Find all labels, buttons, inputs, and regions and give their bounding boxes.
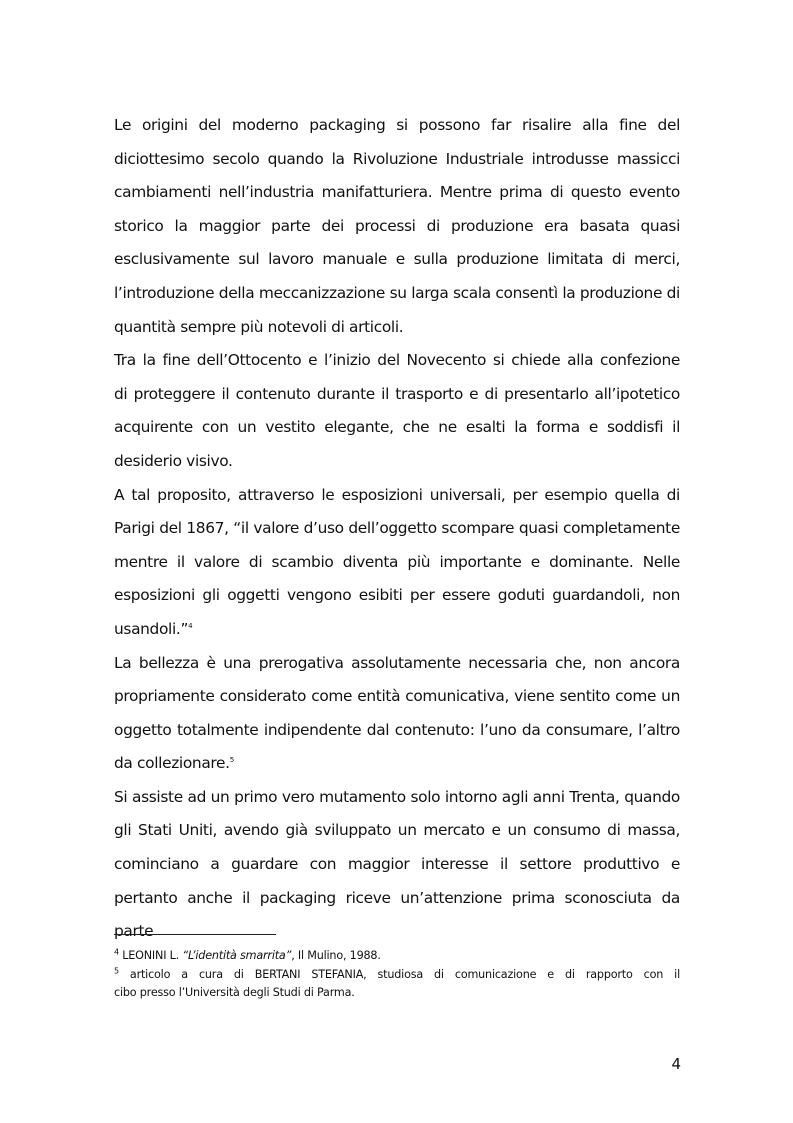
text-line: pertanto anche il packaging riceve un’attenzione prima sconosciuta da parte (114, 888, 680, 941)
text-line: quantità sempre più notevoli di articoli. (114, 317, 404, 336)
text-line: cominciano a guardare con maggior interesse il settore produttivo e (114, 855, 680, 874)
text-line: Parigi del 1867, “il valore d’uso dell’oggetto scompare quasi completamente (114, 519, 680, 538)
footnote-5 (114, 966, 680, 985)
text-line: La bellezza è una prerogativa assolutamente necessaria che, non ancora (114, 653, 680, 672)
footnote-reference-5[interactable]: 5 (229, 756, 234, 765)
text-line (114, 747, 680, 781)
footnote-text: articolo a cura di BERTANI STEFANIA, studiosa di comunicazione e di rapporto con il (118, 967, 680, 981)
text-line: cambiamenti nell’industria manifatturiera. Mentre prima di questo evento (114, 183, 680, 202)
footnote-publisher: , Il Mulino, 1988. (291, 949, 381, 962)
text-line (114, 613, 680, 647)
text-line: gli Stati Uniti, avendo già sviluppato un mercato e un consumo di massa, (114, 821, 680, 840)
footnote-mark: 4 (114, 947, 119, 957)
text-line: desiderio visivo. (114, 451, 233, 470)
body-text (114, 109, 680, 949)
text-line: esposizioni gli oggetti vengono esibiti per essere goduti guardandoli, non (114, 586, 680, 605)
footnotes (114, 947, 680, 1003)
text-line: storico la maggior parte dei processi di produzione era basata quasi (114, 216, 680, 235)
text-line: A tal proposito, attraverso le esposizioni universali, per esempio quella di (114, 485, 680, 504)
text-line: l’introduzione della meccanizzazione su larga scala consentì la produzione di (114, 283, 680, 302)
text-line: acquirente con un vestito elegante, che ne esalti la forma e soddisfi il (114, 418, 680, 437)
text-line: Tra la fine dell’Ottocento e l’inizio del Novecento si chiede alla confezione (114, 351, 680, 370)
footnote-mark: 5 (114, 965, 119, 975)
footnote-4 (114, 947, 680, 966)
footnote-title: “L’identità smarrita” (182, 949, 292, 962)
text-line: Le origini del moderno packaging si possono far risalire alla fine del (114, 116, 680, 134)
text-line: di proteggere il contenuto durante il trasporto e di presentarlo all’ipotetico (114, 384, 680, 403)
text-line: diciottesimo secolo quando la Rivoluzione Industriale introdusse massicci (114, 149, 680, 168)
footnote-separator (114, 934, 276, 935)
text-line-content: usandoli.” (114, 619, 189, 638)
text-line: oggetto totalmente indipendente dal contenuto: l’uno da consumare, l’altro (114, 720, 680, 739)
text-line: Si assiste ad un primo vero mutamento solo intorno agli anni Trenta, quando (114, 787, 680, 806)
footnote-reference-4[interactable]: 4 (188, 621, 193, 630)
text-line: propriamente considerato come entità comunicativa, viene sentito come un (114, 687, 680, 706)
text-line-content: da collezionare. (114, 754, 230, 773)
footnote-5-continuation: cibo presso l’Università degli Studi di Parma. (114, 986, 355, 999)
page-number: 4 (671, 1055, 681, 1073)
text-line: mentre il valore di scambio diventa più importante e dominante. Nelle (114, 552, 680, 571)
text-line: esclusivamente sul lavoro manuale e sulla produzione limitata di merci, (114, 250, 680, 269)
footnote-author: LEONINI L. (122, 949, 183, 962)
